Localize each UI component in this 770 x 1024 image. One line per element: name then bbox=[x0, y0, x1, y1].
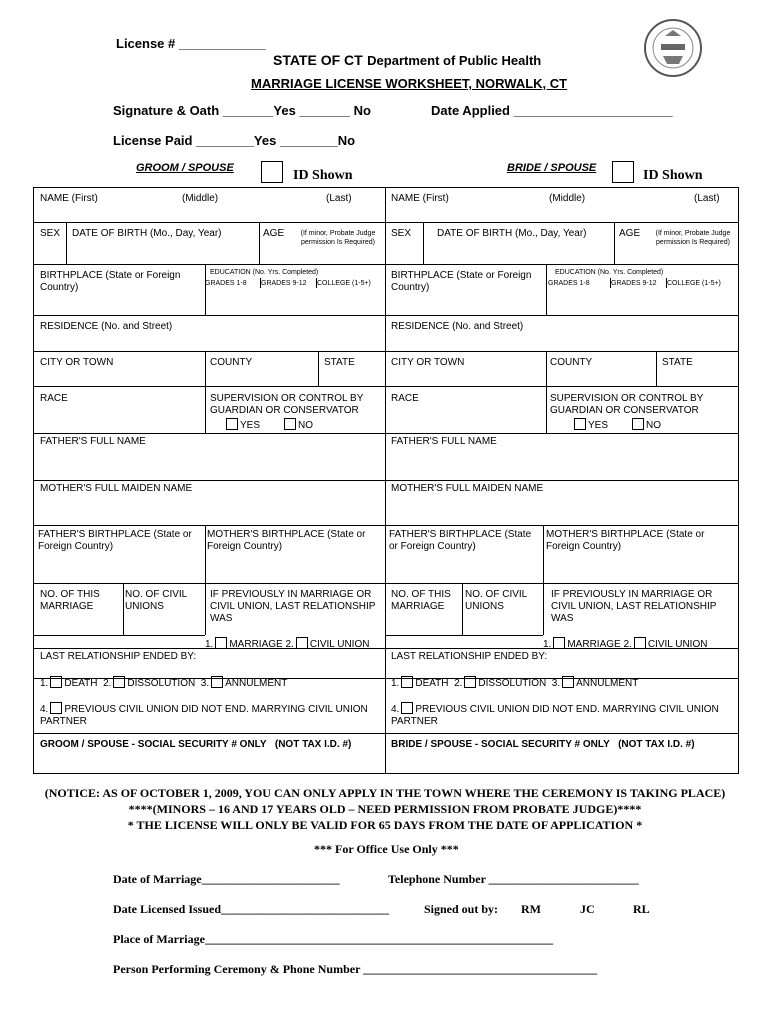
groom-race-field[interactable]: RACE bbox=[40, 393, 68, 404]
bride-state-field[interactable]: STATE bbox=[662, 357, 693, 368]
bride-college-field[interactable]: COLLEGE (1-5+) bbox=[667, 280, 721, 287]
person-performing-field[interactable]: Person Performing Ceremony & Phone Number _______________________________________ bbox=[113, 962, 598, 976]
bride-father-name-field[interactable]: FATHER'S FULL NAME bbox=[391, 436, 497, 447]
bride-supervision-yes[interactable]: YES bbox=[572, 418, 608, 432]
bride-id-shown-checkbox[interactable] bbox=[612, 161, 634, 183]
groom-city-field[interactable]: CITY OR TOWN bbox=[40, 357, 114, 368]
bride-dob-field[interactable]: DATE OF BIRTH (Mo., Day, Year) bbox=[437, 228, 587, 239]
groom-sex-field[interactable]: SEX bbox=[40, 228, 61, 239]
bride-civil-union-checkbox[interactable] bbox=[634, 637, 646, 649]
bride-annulment-checkbox[interactable] bbox=[562, 676, 574, 688]
groom-annulment-checkbox[interactable] bbox=[211, 676, 223, 688]
bride-id-shown-label: ID Shown bbox=[643, 168, 703, 183]
bride-mother-birthplace-field[interactable]: MOTHER'S BIRTHPLACE (State or Foreign Country) bbox=[546, 529, 705, 552]
bride-dissolution-checkbox[interactable] bbox=[464, 676, 476, 688]
bride-supervision-no[interactable]: NO bbox=[630, 418, 661, 432]
bride-mother-name-field[interactable]: MOTHER'S FULL MAIDEN NAME bbox=[391, 483, 544, 494]
groom-supervision-yes-checkbox[interactable] bbox=[226, 418, 238, 430]
bride-no-marriage-field[interactable]: NO. OF THIS MARRIAGE bbox=[391, 589, 451, 612]
bride-marriage-checkbox[interactable] bbox=[553, 637, 565, 649]
groom-dob-field[interactable]: DATE OF BIRTH (Mo., Day, Year) bbox=[72, 228, 222, 239]
groom-supervision-no-checkbox[interactable] bbox=[284, 418, 296, 430]
groom-prev-civil-union-option[interactable]: 4. PREVIOUS CIVIL UNION DID NOT END. MARRYING CIVIL UNION PARTNER bbox=[40, 704, 368, 727]
bride-grades-1-8-field[interactable]: GRADES 1-8 bbox=[548, 280, 590, 287]
bride-name-last-label: (Last) bbox=[694, 193, 720, 204]
bride-ssn-field[interactable]: BRIDE / SPOUSE - SOCIAL SECURITY # ONLY (NOT TAX I.D. #) bbox=[391, 739, 695, 750]
groom-previous-relationship-label: IF PREVIOUSLY IN MARRIAGE OR CIVIL UNION, LAST RELATIONSHIP WAS bbox=[210, 589, 376, 624]
groom-previous-relationship-options[interactable]: 1. MARRIAGE 2. CIVIL UNION bbox=[205, 639, 370, 650]
groom-no-marriage-field[interactable]: NO. OF THIS MARRIAGE bbox=[40, 589, 100, 612]
groom-education-label: EDUCATION (No. Yrs. Completed) bbox=[210, 269, 319, 276]
date-applied-field[interactable]: Date Applied ______________________ bbox=[431, 103, 673, 118]
place-of-marriage-field[interactable]: Place of Marriage__________________________________________________________ bbox=[113, 932, 553, 946]
application-form-grid bbox=[33, 187, 739, 774]
bride-education-label: EDUCATION (No. Yrs. Completed) bbox=[555, 269, 664, 276]
groom-name-middle-label: (Middle) bbox=[182, 193, 219, 204]
page-title bbox=[273, 52, 541, 70]
groom-ssn-field[interactable]: GROOM / SPOUSE - SOCIAL SECURITY # ONLY (NOT TAX I.D. #) bbox=[40, 739, 352, 750]
groom-mother-name-field[interactable]: MOTHER'S FULL MAIDEN NAME bbox=[40, 483, 193, 494]
bride-age-field[interactable]: AGE bbox=[619, 228, 641, 239]
telephone-number-field[interactable]: Telephone Number _________________________ bbox=[388, 872, 639, 886]
bride-father-birthplace-field[interactable]: FATHER'S BIRTHPLACE (State or Foreign Country) bbox=[389, 529, 532, 552]
groom-prev-civil-union-checkbox[interactable] bbox=[50, 702, 62, 714]
groom-supervision-label: SUPERVISION OR CONTROL BY GUARDIAN OR CONSERVATOR bbox=[210, 393, 364, 416]
bride-name-first-label[interactable]: NAME (First) bbox=[391, 193, 449, 204]
date-of-marriage-field[interactable]: Date of Marriage_______________________ bbox=[113, 872, 340, 886]
groom-marriage-checkbox[interactable] bbox=[215, 637, 227, 649]
bride-last-ended-label: LAST RELATIONSHIP ENDED BY: bbox=[391, 651, 548, 662]
groom-heading: GROOM / SPOUSE bbox=[136, 162, 234, 174]
groom-grades-1-8-field[interactable]: GRADES 1-8 bbox=[205, 280, 247, 287]
bride-death-checkbox[interactable] bbox=[401, 676, 413, 688]
bride-supervision-no-checkbox[interactable] bbox=[632, 418, 644, 430]
groom-state-field[interactable]: STATE bbox=[324, 357, 355, 368]
bride-race-field[interactable]: RACE bbox=[391, 393, 419, 404]
groom-county-field[interactable]: COUNTY bbox=[210, 357, 253, 368]
notice-line-3: * THE LICENSE WILL ONLY BE VALID FOR 65 DAYS FROM THE DATE OF APPLICATION * bbox=[127, 818, 643, 832]
signed-out-rm[interactable]: RM bbox=[521, 902, 541, 916]
signed-out-label: Signed out by: bbox=[424, 902, 499, 916]
groom-id-shown-label: ID Shown bbox=[293, 168, 353, 183]
groom-dissolution-checkbox[interactable] bbox=[113, 676, 125, 688]
bride-birthplace-field[interactable]: BIRTHPLACE (State or Foreign Country) bbox=[391, 270, 532, 293]
city-seal-icon bbox=[643, 18, 703, 78]
groom-name-last-label: (Last) bbox=[326, 193, 352, 204]
groom-age-field[interactable]: AGE bbox=[263, 228, 285, 239]
groom-birthplace-field[interactable]: BIRTHPLACE (State or Foreign Country) bbox=[40, 270, 181, 293]
bride-county-field[interactable]: COUNTY bbox=[550, 357, 593, 368]
notice-line-2: ****(MINORS – 16 AND 17 YEARS OLD – NEED PERMISSION FROM PROBATE JUDGE)**** bbox=[128, 802, 642, 816]
bride-residence-field[interactable]: RESIDENCE (No. and Street) bbox=[391, 321, 524, 332]
signed-out-rl[interactable]: RL bbox=[633, 902, 650, 916]
bride-no-civil-unions-field[interactable]: NO. OF CIVIL UNIONS bbox=[465, 589, 527, 612]
bride-minor-note: (If minor, Probate Judge permission Is Required) bbox=[655, 230, 731, 246]
office-use-heading: *** For Office Use Only *** bbox=[314, 842, 459, 856]
bride-supervision-label: SUPERVISION OR CONTROL BY GUARDIAN OR CONSERVATOR bbox=[550, 393, 704, 416]
groom-mother-birthplace-field[interactable]: MOTHER'S BIRTHPLACE (State or Foreign Country) bbox=[207, 529, 366, 552]
license-number-field[interactable]: License # ____________ bbox=[116, 36, 266, 51]
signed-out-jc[interactable]: JC bbox=[580, 902, 595, 916]
bride-ended-options[interactable]: 1. DEATH 2. DISSOLUTION 3. ANNULMENT bbox=[391, 678, 639, 689]
bride-name-middle-label: (Middle) bbox=[549, 193, 586, 204]
bride-supervision-yes-checkbox[interactable] bbox=[574, 418, 586, 430]
license-paid-field[interactable]: License Paid ________Yes ________No bbox=[113, 133, 356, 148]
page-subtitle: MARRIAGE LICENSE WORKSHEET, NORWALK, CT bbox=[251, 76, 568, 91]
groom-name-first-label[interactable]: NAME (First) bbox=[40, 193, 98, 204]
groom-death-checkbox[interactable] bbox=[50, 676, 62, 688]
bride-city-field[interactable]: CITY OR TOWN bbox=[391, 357, 465, 368]
title-state: STATE OF CT bbox=[273, 52, 363, 68]
groom-grades-9-12-field[interactable]: GRADES 9-12 bbox=[261, 280, 307, 287]
groom-no-civil-unions-field[interactable]: NO. OF CIVIL UNIONS bbox=[125, 589, 187, 612]
groom-supervision-yes[interactable]: YES bbox=[224, 418, 260, 432]
groom-ended-options[interactable]: 1. DEATH 2. DISSOLUTION 3. ANNULMENT bbox=[40, 678, 288, 689]
groom-father-name-field[interactable]: FATHER'S FULL NAME bbox=[40, 436, 146, 447]
bride-sex-field[interactable]: SEX bbox=[391, 228, 412, 239]
bride-previous-relationship-options[interactable]: 1. MARRIAGE 2. CIVIL UNION bbox=[543, 639, 708, 650]
date-licensed-issued-field[interactable]: Date Licensed Issued____________________________ bbox=[113, 902, 390, 916]
title-department: Department of Public Health bbox=[367, 53, 542, 68]
groom-residence-field[interactable]: RESIDENCE (No. and Street) bbox=[40, 321, 173, 332]
groom-minor-note: (If minor, Probate Judge permission Is Required) bbox=[300, 230, 376, 246]
bride-previous-relationship-label: IF PREVIOUSLY IN MARRIAGE OR CIVIL UNION, LAST RELATIONSHIP WAS bbox=[551, 589, 717, 624]
groom-father-birthplace-field[interactable]: FATHER'S BIRTHPLACE (State or Foreign Country) bbox=[38, 529, 192, 552]
notice-line-1: (NOTICE: AS OF OCTOBER 1, 2009, YOU CAN ONLY APPLY IN THE TOWN WHERE THE CEREMONY IS TAKING PLACE) bbox=[44, 786, 726, 800]
groom-civil-union-checkbox[interactable] bbox=[296, 637, 308, 649]
groom-college-field[interactable]: COLLEGE (1-5+) bbox=[317, 280, 371, 287]
signature-oath-field[interactable]: Signature & Oath _______Yes _______ No bbox=[113, 103, 371, 118]
bride-heading: BRIDE / SPOUSE bbox=[507, 162, 597, 174]
bride-prev-civil-union-checkbox[interactable] bbox=[401, 702, 413, 714]
groom-last-ended-label: LAST RELATIONSHIP ENDED BY: bbox=[40, 651, 197, 662]
groom-id-shown-checkbox[interactable] bbox=[261, 161, 283, 183]
groom-supervision-no[interactable]: NO bbox=[282, 418, 313, 432]
bride-grades-9-12-field[interactable]: GRADES 9-12 bbox=[611, 280, 657, 287]
bride-prev-civil-union-option[interactable]: 4. PREVIOUS CIVIL UNION DID NOT END. MARRYING CIVIL UNION PARTNER bbox=[391, 704, 719, 727]
